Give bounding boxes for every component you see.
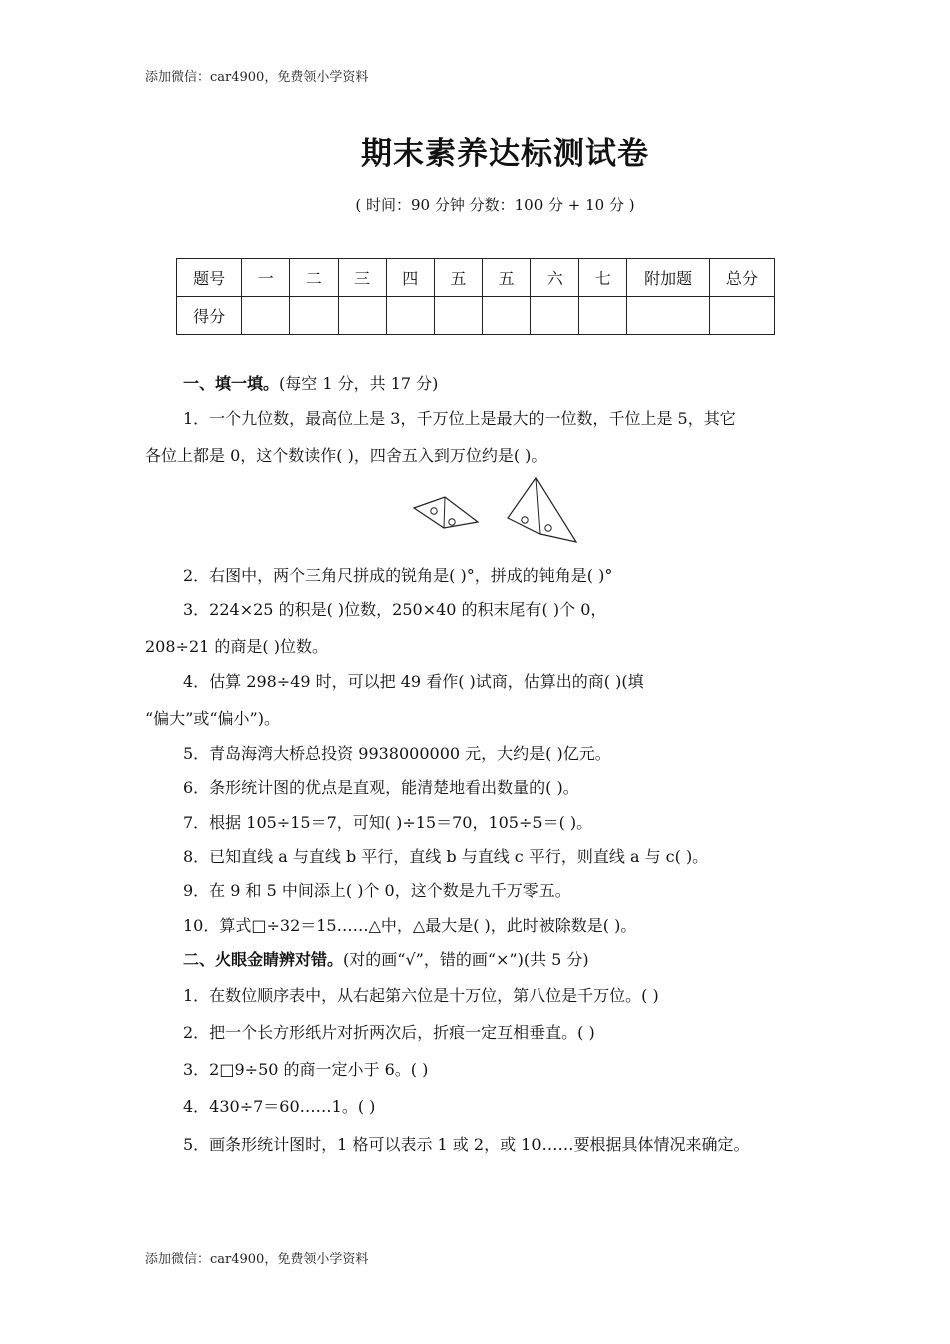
ruler-hole <box>431 508 437 514</box>
score-table <box>176 258 775 335</box>
question-line: 3．224×25 的积是( )位数，250×40 的积末尾有( )个 0， <box>183 600 607 619</box>
score-cell: 五 <box>434 259 482 297</box>
question-line: 4．430÷7＝60……1。( ) <box>183 1097 376 1116</box>
question-line: 10．算式□÷32＝15……△中，△最大是( )，此时被除数是( )。 <box>183 916 637 935</box>
score-table-header-row <box>177 259 775 297</box>
right-ruler-edge <box>536 478 540 534</box>
score-table-score-row <box>177 297 775 335</box>
page-header: 添加微信：car4900，免费领小学资料 <box>145 70 369 85</box>
question-line: 9．在 9 和 5 中间添上( )个 0，这个数是九千万零五。 <box>183 881 571 900</box>
right-triangle-ruler <box>508 478 576 542</box>
score-cell: 一 <box>242 259 290 297</box>
page-footer: 添加微信：car4900，免费领小学资料 <box>145 1252 369 1267</box>
section-heading-text: 一、填一填。 <box>183 374 280 393</box>
score-cell: 四 <box>386 259 434 297</box>
ruler-hole <box>449 519 455 525</box>
score-input-cell[interactable] <box>242 297 290 335</box>
score-cell: 总分 <box>709 259 774 297</box>
exam-info: ( 时间：90 分钟 分数：100 分 + 10 分 ) <box>355 196 635 214</box>
score-cell: 六 <box>531 259 579 297</box>
question-line: “偏大”或“偏小”)。 <box>145 709 280 728</box>
score-input-cell[interactable] <box>338 297 386 335</box>
section-heading <box>183 950 813 970</box>
question-line: 8．已知直线 a 与直线 b 平行，直线 b 与直线 c 平行，则直线 a 与 c( )。 <box>183 847 709 866</box>
score-cell: 三 <box>338 259 386 297</box>
section-heading-text: 二、火眼金睛辨对错。 <box>183 950 344 969</box>
section-score-note: (每空 1 分，共 17 分) <box>279 374 439 393</box>
score-cell: 附加题 <box>627 259 709 297</box>
question-line: 208÷21 的商是( )位数。 <box>145 637 328 656</box>
question-line: 6．条形统计图的优点是直观，能清楚地看出数量的( )。 <box>183 778 579 797</box>
ruler-hole <box>545 525 551 531</box>
question-line: 7．根据 105÷15＝7，可知( )÷15＝70，105÷5＝( )。 <box>183 813 593 832</box>
score-cell: 得分 <box>177 297 242 335</box>
score-cell: 题号 <box>177 259 242 297</box>
score-input-cell[interactable] <box>290 297 338 335</box>
section-score-note: (对的画“√”，错的画“×”)(共 5 分) <box>343 950 589 969</box>
score-input-cell[interactable] <box>709 297 774 335</box>
left-triangle-ruler <box>414 497 478 528</box>
triangle-rulers-figure <box>410 474 580 548</box>
score-input-cell[interactable] <box>386 297 434 335</box>
question-line: 各位上都是 0，这个数读作( )，四舍五入到万位约是( )。 <box>145 446 548 465</box>
question-line: 1．一个九位数，最高位上是 3，千万位上是最大的一位数，千位上是 5，其它 <box>183 409 736 428</box>
question-line: 4．估算 298÷49 时，可以把 49 看作( )试商，估算出的商( )(填 <box>183 672 644 691</box>
question-line: 5．画条形统计图时，1 格可以表示 1 或 2，或 10……要根据具体情况来确定。 <box>183 1135 750 1154</box>
ruler-hole <box>522 517 528 523</box>
section-heading <box>183 374 813 394</box>
left-ruler-edge <box>444 497 445 528</box>
page-title: 期末素养达标测试卷 <box>361 136 649 172</box>
score-cell: 七 <box>579 259 627 297</box>
score-cell: 二 <box>290 259 338 297</box>
question-line: 5．青岛海湾大桥总投资 9938000000 元，大约是( )亿元。 <box>183 744 611 763</box>
score-input-cell[interactable] <box>531 297 579 335</box>
score-input-cell[interactable] <box>434 297 482 335</box>
question-line: 3．2□9÷50 的商一定小于 6。( ) <box>183 1060 429 1079</box>
score-input-cell[interactable] <box>482 297 530 335</box>
score-input-cell[interactable] <box>579 297 627 335</box>
question-line: 2．把一个长方形纸片对折两次后，折痕一定互相垂直。( ) <box>183 1023 595 1042</box>
question-line: 1．在数位顺序表中，从右起第六位是十万位，第八位是千万位。( ) <box>183 986 659 1005</box>
question-line: 2．右图中，两个三角尺拼成的锐角是( )°，拼成的钝角是( )° <box>183 566 613 585</box>
score-input-cell[interactable] <box>627 297 709 335</box>
score-cell: 五 <box>482 259 530 297</box>
